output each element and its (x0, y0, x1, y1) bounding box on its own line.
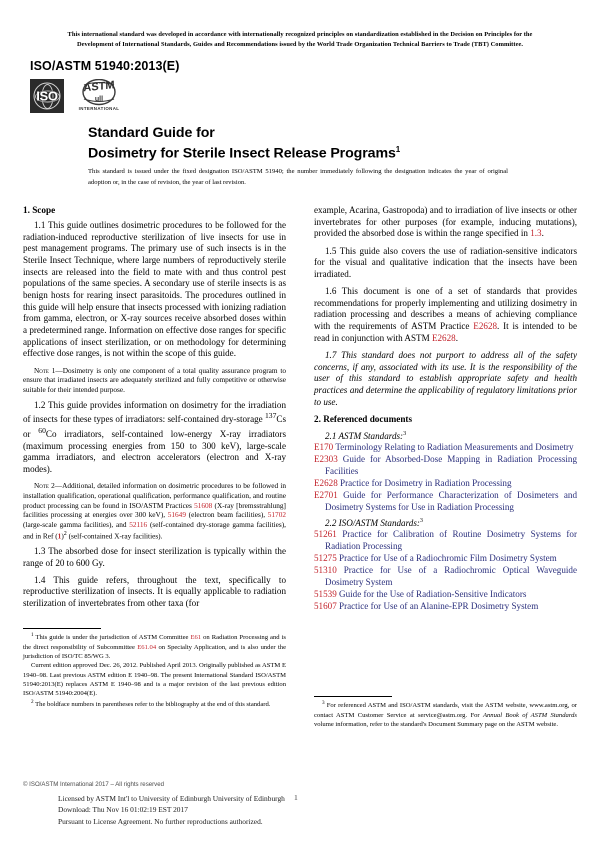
cross-ref-1-3[interactable]: 1.3 (530, 228, 542, 239)
ref-e2628-second[interactable]: E2628 (431, 332, 456, 343)
standard-item[interactable] (314, 529, 577, 552)
p1-4-cont-b: . (541, 228, 544, 239)
astm-standards-heading-text: 2.1 ASTM Standards: (325, 430, 404, 441)
standard-title[interactable]: Practice for Dosimetry in Radiation Processing (340, 477, 512, 488)
standard-code[interactable]: 51261 (314, 529, 337, 540)
footnote-1 (23, 632, 286, 661)
page-number: 1 (294, 793, 298, 802)
note-1-text: —Dosimetry is only one component of a total quality assurance program to ensure that irradiated insects are adequately sterilized and fully competitive or otherwise suitable for their intended purpose. (23, 365, 286, 394)
page-title (88, 124, 508, 164)
note-2-label: Note 2 (34, 481, 55, 491)
note-2-footnote-marker: 2 (63, 530, 67, 537)
title-line-2 (88, 144, 508, 164)
svg-text:ull: ull (94, 96, 104, 103)
note-2-part-a: —Additional, detailed information on dosimetric procedures to be followed in installation qualification, operational qualification, performance qualification, and routine product processing can be found in ISO/ASTM Practices (23, 481, 286, 510)
tbt-note-line-1: This international standard was developed in accordance with internationally recognized principles on standardization established in the Decision on Principles for the (67, 31, 533, 38)
p1-2-part-a: 1.2 This guide provides information on dosimetry for the irradiation of insects for these types of irradiators: self-contained dry-storage (23, 399, 286, 425)
standard-item[interactable] (314, 442, 577, 454)
paragraph-1-2 (23, 400, 286, 476)
standard-title[interactable]: Guide for the Use of Radiation-Sensitive Indicators (339, 589, 527, 600)
paragraph-1-5: 1.5 This guide also covers the use of radiation-sensitive indicators for the visual and qualitative indication that the insects have been irradiated. (314, 245, 577, 279)
footnote-ref-e61[interactable]: E61 (190, 634, 202, 642)
license-line-1: Licensed by ASTM Int'l to University of Edinburgh University of Edinburgh (58, 794, 285, 803)
standard-code[interactable]: 51310 (314, 565, 337, 576)
note-2-ref-52116[interactable]: 52116 (129, 520, 148, 530)
footnote-divider (314, 696, 392, 697)
co-mass-number: 60 (38, 426, 46, 435)
paragraph-1-3: 1.3 The absorbed dose for insect sterilization is typically within the range of 20 to 600 Gy. (23, 545, 286, 568)
footnote-ref-e61-04[interactable]: E61.04 (137, 643, 157, 651)
footnote-2 (23, 699, 286, 710)
paragraph-1-7: 1.7 This standard does not purport to address all of the safety concerns, if any, associated with its use. It is the responsibility of the user of this standard to establish appropriate safety and health practices and determine the applicability of regulatory limitations prior to use. (314, 349, 577, 407)
footnotes-left (23, 628, 286, 709)
svg-text:ASTM: ASTM (83, 79, 115, 95)
astm-logo-icon (78, 79, 120, 113)
standard-code[interactable]: 51275 (314, 553, 337, 564)
standard-title[interactable]: Practice for Use of a Radiochromic Optical Waveguide Dosimetry System (325, 565, 577, 587)
standard-item[interactable] (314, 553, 577, 565)
standard-code[interactable]: E170 (314, 441, 334, 452)
astm-logo-subtext: INTERNATIONAL (78, 106, 120, 111)
note-1-label: Note 1 (34, 365, 56, 375)
iso-astm-standards-footnote-marker: 3 (419, 517, 423, 525)
standard-item[interactable] (314, 589, 577, 601)
standard-code[interactable]: E2303 (314, 453, 338, 464)
cs-mass-number: 137 (265, 411, 277, 421)
license-line-2: Download: Thu Nov 16 01:02:19 EST 2017 (58, 805, 188, 815)
paragraph-1-1: 1.1 This guide outlines dosimetric procedures to be followed for the radiation-induced reproductive sterilization of live insects for use in pest management programs. The primary use of such insects is in the Sterile Insect Technique, where large numbers of reproductively sterile insects are released into the field to mate with and thus control pest populations of the same species. A secondary use of sterile insects is as benign hosts for rearing insect parasitoids. The procedures outlined in this guide will help ensure that insects processed with ionizing radiation from gamma, electron, or X-ray sources receive absorbed doses within a predetermined range. Information on effective dose ranges for specific applications of insect sterilization, or on methodology for determining effective dose ranges, is not within the scope of this guide. (23, 219, 286, 359)
standard-code[interactable]: 51539 (314, 589, 337, 600)
footnotes-right (314, 696, 577, 729)
title-line-1: Standard Guide for (88, 125, 215, 141)
standard-title[interactable]: Practice for Use of a Radiochromic Film Dosimetry System (339, 553, 557, 564)
standard-title[interactable]: Practice for Use of an Alanine-EPR Dosimetry System (339, 601, 539, 612)
iso-astm-standards-heading (314, 517, 577, 528)
tbt-note-line-2: Development of International Standards, Guides and Recommendations issued by the World Trade Organization Technical Barriers to Trade (TBT) Committee. (76, 40, 524, 48)
footnote-2-marker: 2 (31, 698, 34, 705)
note-2-part-b: (X-ray [bremsstrahlung] facilities processing at energies over 300 keV), (23, 500, 286, 520)
paragraph-1-4-continued (314, 205, 577, 240)
standard-title[interactable]: Practice for Calibration of Routine Dosimetry Systems for Radiation Processing (325, 529, 577, 551)
document-number: ISO/ASTM 51940:2013(E) (30, 59, 180, 73)
footnote-3-marker: 3 (322, 700, 325, 706)
note-2-ref-51649[interactable]: 51649 (167, 510, 186, 520)
footnote-edition-info: Current edition approved Dec. 26, 2012. Published April 2013. Originally published as ASTM E 1940–98. Last previous ASTM edition E 1940–98. The present International Standard ISO/ASTM 51940:2013(E) replaces ASTM E 1940–98 and is a major revision of the last previous edition ISO/ASTM 51940:2004(E). (23, 662, 286, 698)
logo-row (30, 79, 120, 113)
section-heading-scope: 1. Scope (23, 205, 56, 215)
footnote-3-italic-title: Annual Book of ASTM Standards (482, 711, 577, 719)
standard-code[interactable]: E2628 (314, 477, 338, 488)
column-left (23, 205, 286, 615)
standard-item[interactable] (314, 454, 577, 477)
iso-logo-icon (30, 79, 64, 113)
paragraph-1-4: 1.4 This guide refers, throughout the text, specifically to reproductive sterilization of insects. It is equally applicable to radiation sterilization of invertebrates from other taxa (for (23, 574, 286, 609)
title-footnote-marker: 1 (395, 144, 401, 154)
footnote-1-part-b: on Radiation Processing and is the direct responsibility of Subcommittee (23, 634, 286, 651)
footnote-1-marker: 1 (31, 632, 34, 638)
note-2 (23, 481, 286, 541)
issue-statement: This standard is issued under the fixed designation ISO/ASTM 51940; the number immediately following the designation indicates the year of original adoption or, in the case of revision, the year of last revision. (88, 168, 508, 186)
note-2-ref-51608[interactable]: 51608 (194, 500, 213, 510)
paragraph-1-6 (314, 286, 577, 344)
footnote-1-part-a: This guide is under the jurisdiction of ASTM Committee (33, 634, 191, 642)
section-heading-referenced-documents: 2. Referenced documents (314, 413, 413, 424)
p1-2-cs: Cs or (23, 414, 286, 440)
note-2-part-c: (electron beam facilities), (185, 510, 268, 520)
note-1 (23, 366, 286, 395)
standard-code[interactable]: 51607 (314, 601, 337, 612)
p1-4-cont-a: example, Acarina, Gastropoda) and to irradiation of live insects or other invertebrates for other purposes (for example, inducing mutations), provided the absorbed dose is within the range specified in (314, 205, 577, 239)
footnote-3-part-b: volume information, refer to the standard's Document Summary page on the ASTM website. (314, 720, 559, 728)
astm-standards-heading (314, 430, 577, 441)
footnote-3-part-a: For referenced ASTM and ISO/ASTM standards, visit the ASTM website, www.astm.org, or contact ASTM Customer Service at service@astm.org. For (314, 702, 577, 719)
note-2-bibliography-ref[interactable]: 1 (57, 531, 62, 541)
note-2-part-g: (self-contained X-ray facilities). (66, 531, 163, 541)
standard-item[interactable] (314, 478, 577, 490)
p1-6-part-c: . (455, 332, 458, 343)
p1-6-part-b: . It is intended to be read in conjunction with ASTM (314, 321, 578, 343)
iso-astm-standards-heading-text: 2.2 ISO/ASTM Standards: (325, 518, 420, 529)
standard-item[interactable] (314, 490, 577, 513)
p1-6-part-a: 1.6 This document is one of a set of standards that provides recommendations for properly implementing and utilizing dosimetry in radiation processing and describes a means of achieving compliance with the requirements of ASTM Practice (314, 286, 577, 332)
copyright-notice: © ISO/ASTM International 2017 – All rights reserved (23, 781, 164, 788)
standard-item[interactable] (314, 565, 577, 588)
iso-logo-text: ISO (36, 88, 58, 104)
title-text-main: Dosimetry for Sterile Insect Release Programs (88, 145, 396, 162)
standard-title[interactable]: Guide for Performance Characterization of Dosimeters and Dosimetry Systems for Use in Radiation Processing (325, 489, 577, 512)
footnote-divider (23, 628, 101, 629)
license-line-3: Pursuant to License Agreement. No further reproductions authorized. (58, 816, 263, 826)
column-right (314, 205, 577, 614)
standard-item[interactable] (314, 601, 577, 613)
standard-code[interactable]: E2701 (314, 489, 338, 500)
standard-title[interactable]: Terminology Relating to Radiation Measurements and Dosimetry (335, 441, 574, 452)
note-2-part-e: (self-contained dry-storage gamma facilities), and in Ref ( (23, 520, 286, 541)
standard-title[interactable]: Guide for Absorbed-Dose Mapping in Radiation Processing Facilities (325, 453, 577, 476)
note-2-part-d: (large-scale gamma facilities), and (23, 520, 130, 530)
tbt-committee-note (30, 30, 570, 50)
license-info (58, 793, 285, 827)
note-2-ref-51702[interactable]: 51702 (267, 510, 286, 520)
note-2-part-f: ) (61, 531, 64, 541)
footnote-1-part-c: on Specialty Application, and is also under the jurisdiction of ISO/TC 85/WG 3. (23, 643, 286, 660)
ref-e2628-first[interactable]: E2628 (473, 321, 498, 332)
footnote-2-text: The boldface numbers in parentheses refer to the bibliography at the end of this standard. (33, 700, 271, 708)
footnote-3 (314, 700, 577, 729)
astm-standards-footnote-marker: 3 (403, 429, 407, 437)
p1-2-co: Co irradiators, self-contained low-energy X-ray irradiators (maximum processing energies from 150 to 300 keV), large-scale gamma irradiators, and electron accelerators (electron and X-ray modes). (23, 429, 287, 475)
